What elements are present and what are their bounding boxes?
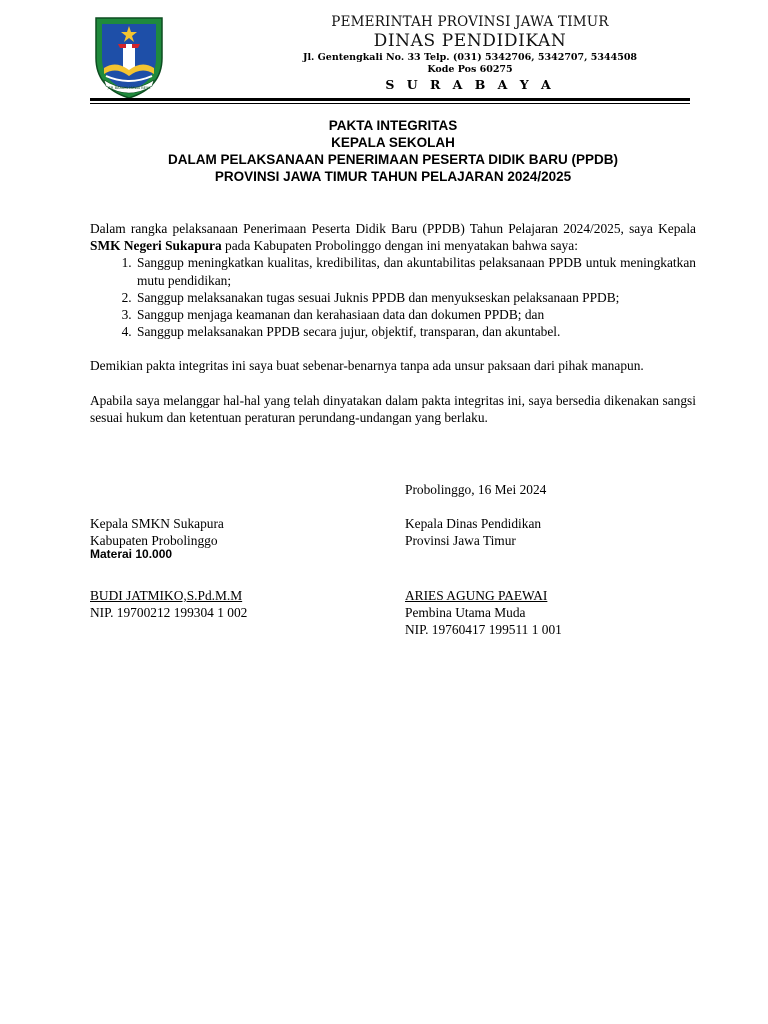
signer-right-block: [405, 515, 541, 549]
signer-right-nip: NIP. 19760417 199511 1 001: [405, 622, 562, 638]
svg-text:JER BASUKI MAWA BEYA: JER BASUKI MAWA BEYA: [107, 86, 151, 90]
postal-code: Kode Pos 60275: [427, 64, 513, 75]
title-line-2: KEPALA SEKOLAH: [331, 135, 455, 150]
signer-left-block: [90, 515, 224, 564]
signer-right-rank: Pembina Utama Muda: [405, 605, 526, 621]
intro-paragraph: [90, 220, 696, 254]
government-name: PEMERINTAH PROVINSI JAWA TIMUR: [331, 14, 609, 30]
document-body: [90, 220, 696, 426]
signer-right-identity: [405, 587, 562, 639]
signer-right-region: Provinsi Jawa Timur: [405, 533, 516, 549]
school-name: SMK Negeri Sukapura: [90, 238, 222, 254]
letterhead-text: [180, 14, 760, 93]
list-item: 1. Sanggup meningkatkan kualitas, kredibilitas, dan akuntabilitas pelaksanaan PPDB untuk meningkatkan mutu pendidikan;: [135, 254, 696, 288]
list-item: 2. Sanggup melaksanakan tugas sesuai Juknis PPDB dan menyukseskan pelaksanaan PPDB;: [135, 289, 696, 306]
signer-right-name: ARIES AGUNG PAEWAI: [405, 588, 548, 603]
letterhead-rule-thick: [90, 98, 690, 101]
agency-address: Jl. Gentengkali No. 33 Telp. (031) 5342706, 5342707, 5344508: [302, 52, 638, 63]
place-date: Probolinggo, 16 Mei 2024: [405, 482, 547, 497]
signer-left-region: Kabupaten Probolinggo: [90, 533, 218, 549]
document-title: [90, 117, 696, 185]
title-line-1: PAKTA INTEGRITAS: [328, 118, 458, 133]
agency-name: DINAS PENDIDIKAN: [373, 31, 567, 51]
signer-left-position: Kepala SMKN Sukapura: [90, 516, 224, 531]
intro-text-2: pada Kabupaten Probolinggo dengan ini menyatakan bahwa saya:: [221, 238, 578, 254]
signer-left-nip: NIP. 19700212 199304 1 002: [90, 605, 248, 621]
materai-stamp-note: Materai 10.000: [90, 547, 173, 562]
closing-paragraph: Demikian pakta integritas ini saya buat sebenar-benarnya tanpa ada unsur paksaan dari pihak manapun.: [90, 358, 644, 374]
east-java-coat-of-arms-logo: [90, 14, 168, 100]
signer-left-identity: [90, 587, 247, 621]
list-item: 3. Sanggup menjaga keamanan dan kerahasiaan data dan dokumen PPDB; dan: [135, 306, 696, 323]
commitment-list: [90, 254, 696, 340]
letterhead-rule-thin: [90, 103, 690, 104]
signer-right-position: Kepala Dinas Pendidikan: [405, 516, 542, 531]
list-item: 4. Sanggup melaksanakan PPDB secara jujur, objektif, transparan, dan akuntabel.: [135, 323, 696, 340]
intro-text-1: Dalam rangka pelaksanaan Penerimaan Peserta Didik Baru (PPDB) Tahun Pelajaran 2024/2025, saya Kepala: [90, 221, 696, 236]
title-line-4: PROVINSI JAWA TIMUR TAHUN PELAJARAN 2024/2025: [214, 169, 572, 184]
title-line-3: DALAM PELAKSANAAN PENERIMAAN PESERTA DIDIK BARU (PPDB): [167, 152, 618, 167]
city-name: S U R A B A Y A: [385, 77, 555, 92]
signer-left-name: BUDI JATMIKO,S.Pd.M.M: [90, 588, 243, 603]
sanction-paragraph: Apabila saya melanggar hal-hal yang telah dinyatakan dalam pakta integritas ini, saya bersedia dikenakan sangsi sesuai hukum dan ketentuan peraturan perundang-undangan yang berlaku.: [90, 392, 696, 425]
